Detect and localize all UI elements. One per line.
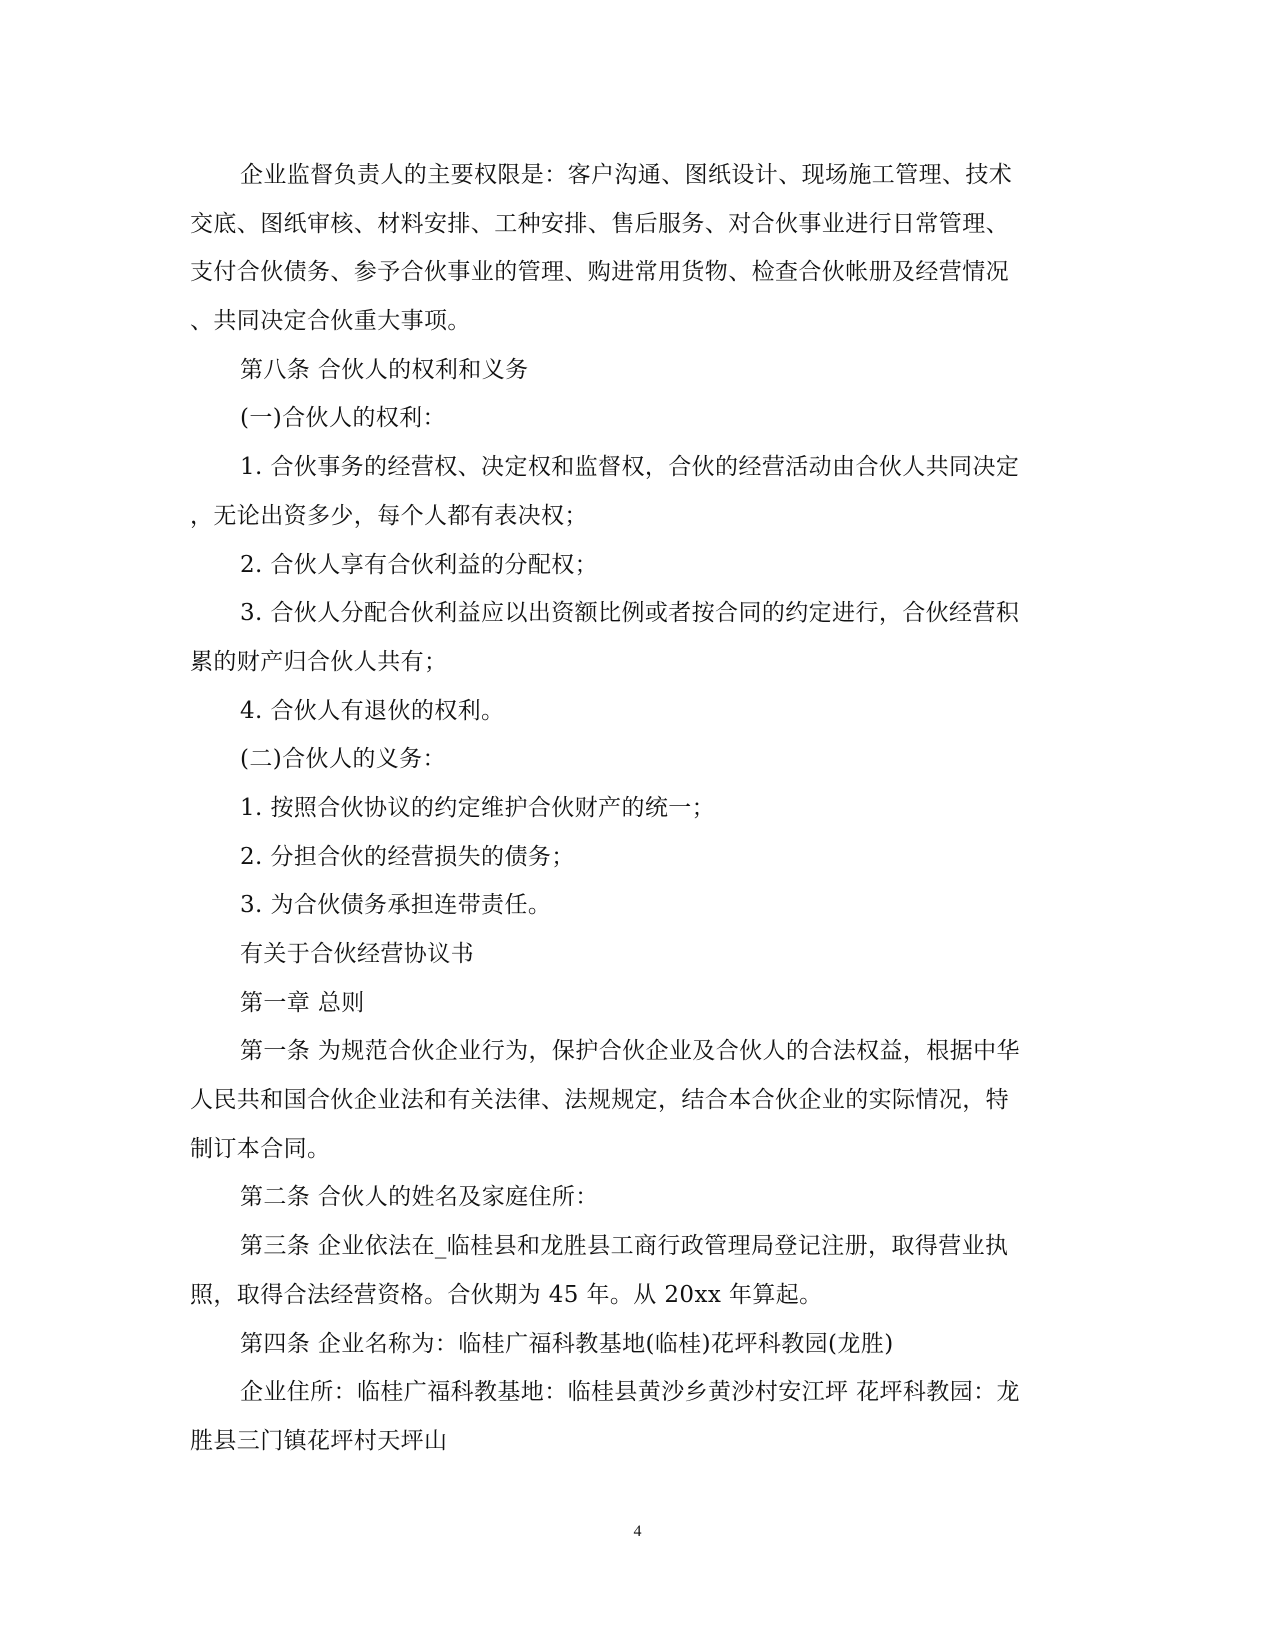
- text-line: 支付合伙债务、参予合伙事业的管理、购进常用货物、检查合伙帐册及经营情况: [190, 259, 1009, 286]
- text-line: 人民共和国合伙企业法和有关法律、法规规定，结合本合伙企业的实际情况，特: [190, 1087, 1009, 1114]
- text-line: 第八条 合伙人的权利和义务: [240, 356, 529, 383]
- text-line: 制订本合同。: [190, 1135, 331, 1162]
- text-line: (一)合伙人的权利：: [240, 405, 446, 432]
- text-line: 第四条 企业名称为：临桂广福科教基地(临桂)花坪科教园(龙胜): [240, 1330, 894, 1357]
- text-line: 3. 为合伙债务承担连带责任。: [240, 892, 552, 919]
- text-line: 累的财产归合伙人共有；: [190, 648, 448, 675]
- text-line: 第三条 企业依法在_临桂县和龙胜县工商行政管理局登记注册，取得营业执: [240, 1233, 1009, 1260]
- text-line: 交底、图纸审核、材料安排、工种安排、售后服务、对合伙事业进行日常管理、: [190, 210, 1009, 237]
- text-line: 第一条 为规范合伙企业行为，保护合伙企业及合伙人的合法权益，根据中华: [240, 1038, 1020, 1065]
- text-line: 2. 合伙人享有合伙利益的分配权；: [240, 551, 599, 578]
- text-line: 1. 合伙事务的经营权、决定权和监督权，合伙的经营活动由合伙人共同决定: [240, 454, 1020, 481]
- page-number: 4: [633, 1523, 642, 1540]
- text-line: 3. 合伙人分配合伙利益应以出资额比例或者按合同的约定进行，合伙经营积: [240, 600, 1020, 627]
- text-line: 第一章 总则: [240, 989, 365, 1016]
- text-line: 第二条 合伙人的姓名及家庭住所：: [240, 1184, 599, 1211]
- text-line: 照，取得合法经营资格。合伙期为 45 年。从 20xx 年算起。: [190, 1281, 823, 1308]
- text-line: 、共同决定合伙重大事项。: [190, 308, 471, 335]
- text-line: 2. 分担合伙的经营损失的债务；: [240, 843, 575, 870]
- text-line: (二)合伙人的义务：: [240, 746, 446, 773]
- text-line: 1. 按照合伙协议的约定维护合伙财产的统一；: [240, 794, 716, 821]
- text-line: 有关于合伙经营协议书: [240, 941, 474, 967]
- text-line: 胜县三门镇花坪村天坪山: [190, 1427, 448, 1454]
- text-line: 企业监督负责人的主要权限是：客户沟通、图纸设计、现场施工管理、技术: [240, 162, 1013, 188]
- text-line: 4. 合伙人有退伙的权利。: [240, 697, 505, 724]
- body-text: [190, 151, 1075, 1466]
- text-line: ，无论出资多少，每个人都有表决权；: [190, 502, 588, 529]
- text-line: 企业住所：临桂广福科教基地：临桂县黄沙乡黄沙村安江坪 花坪科教园：龙: [240, 1379, 1020, 1406]
